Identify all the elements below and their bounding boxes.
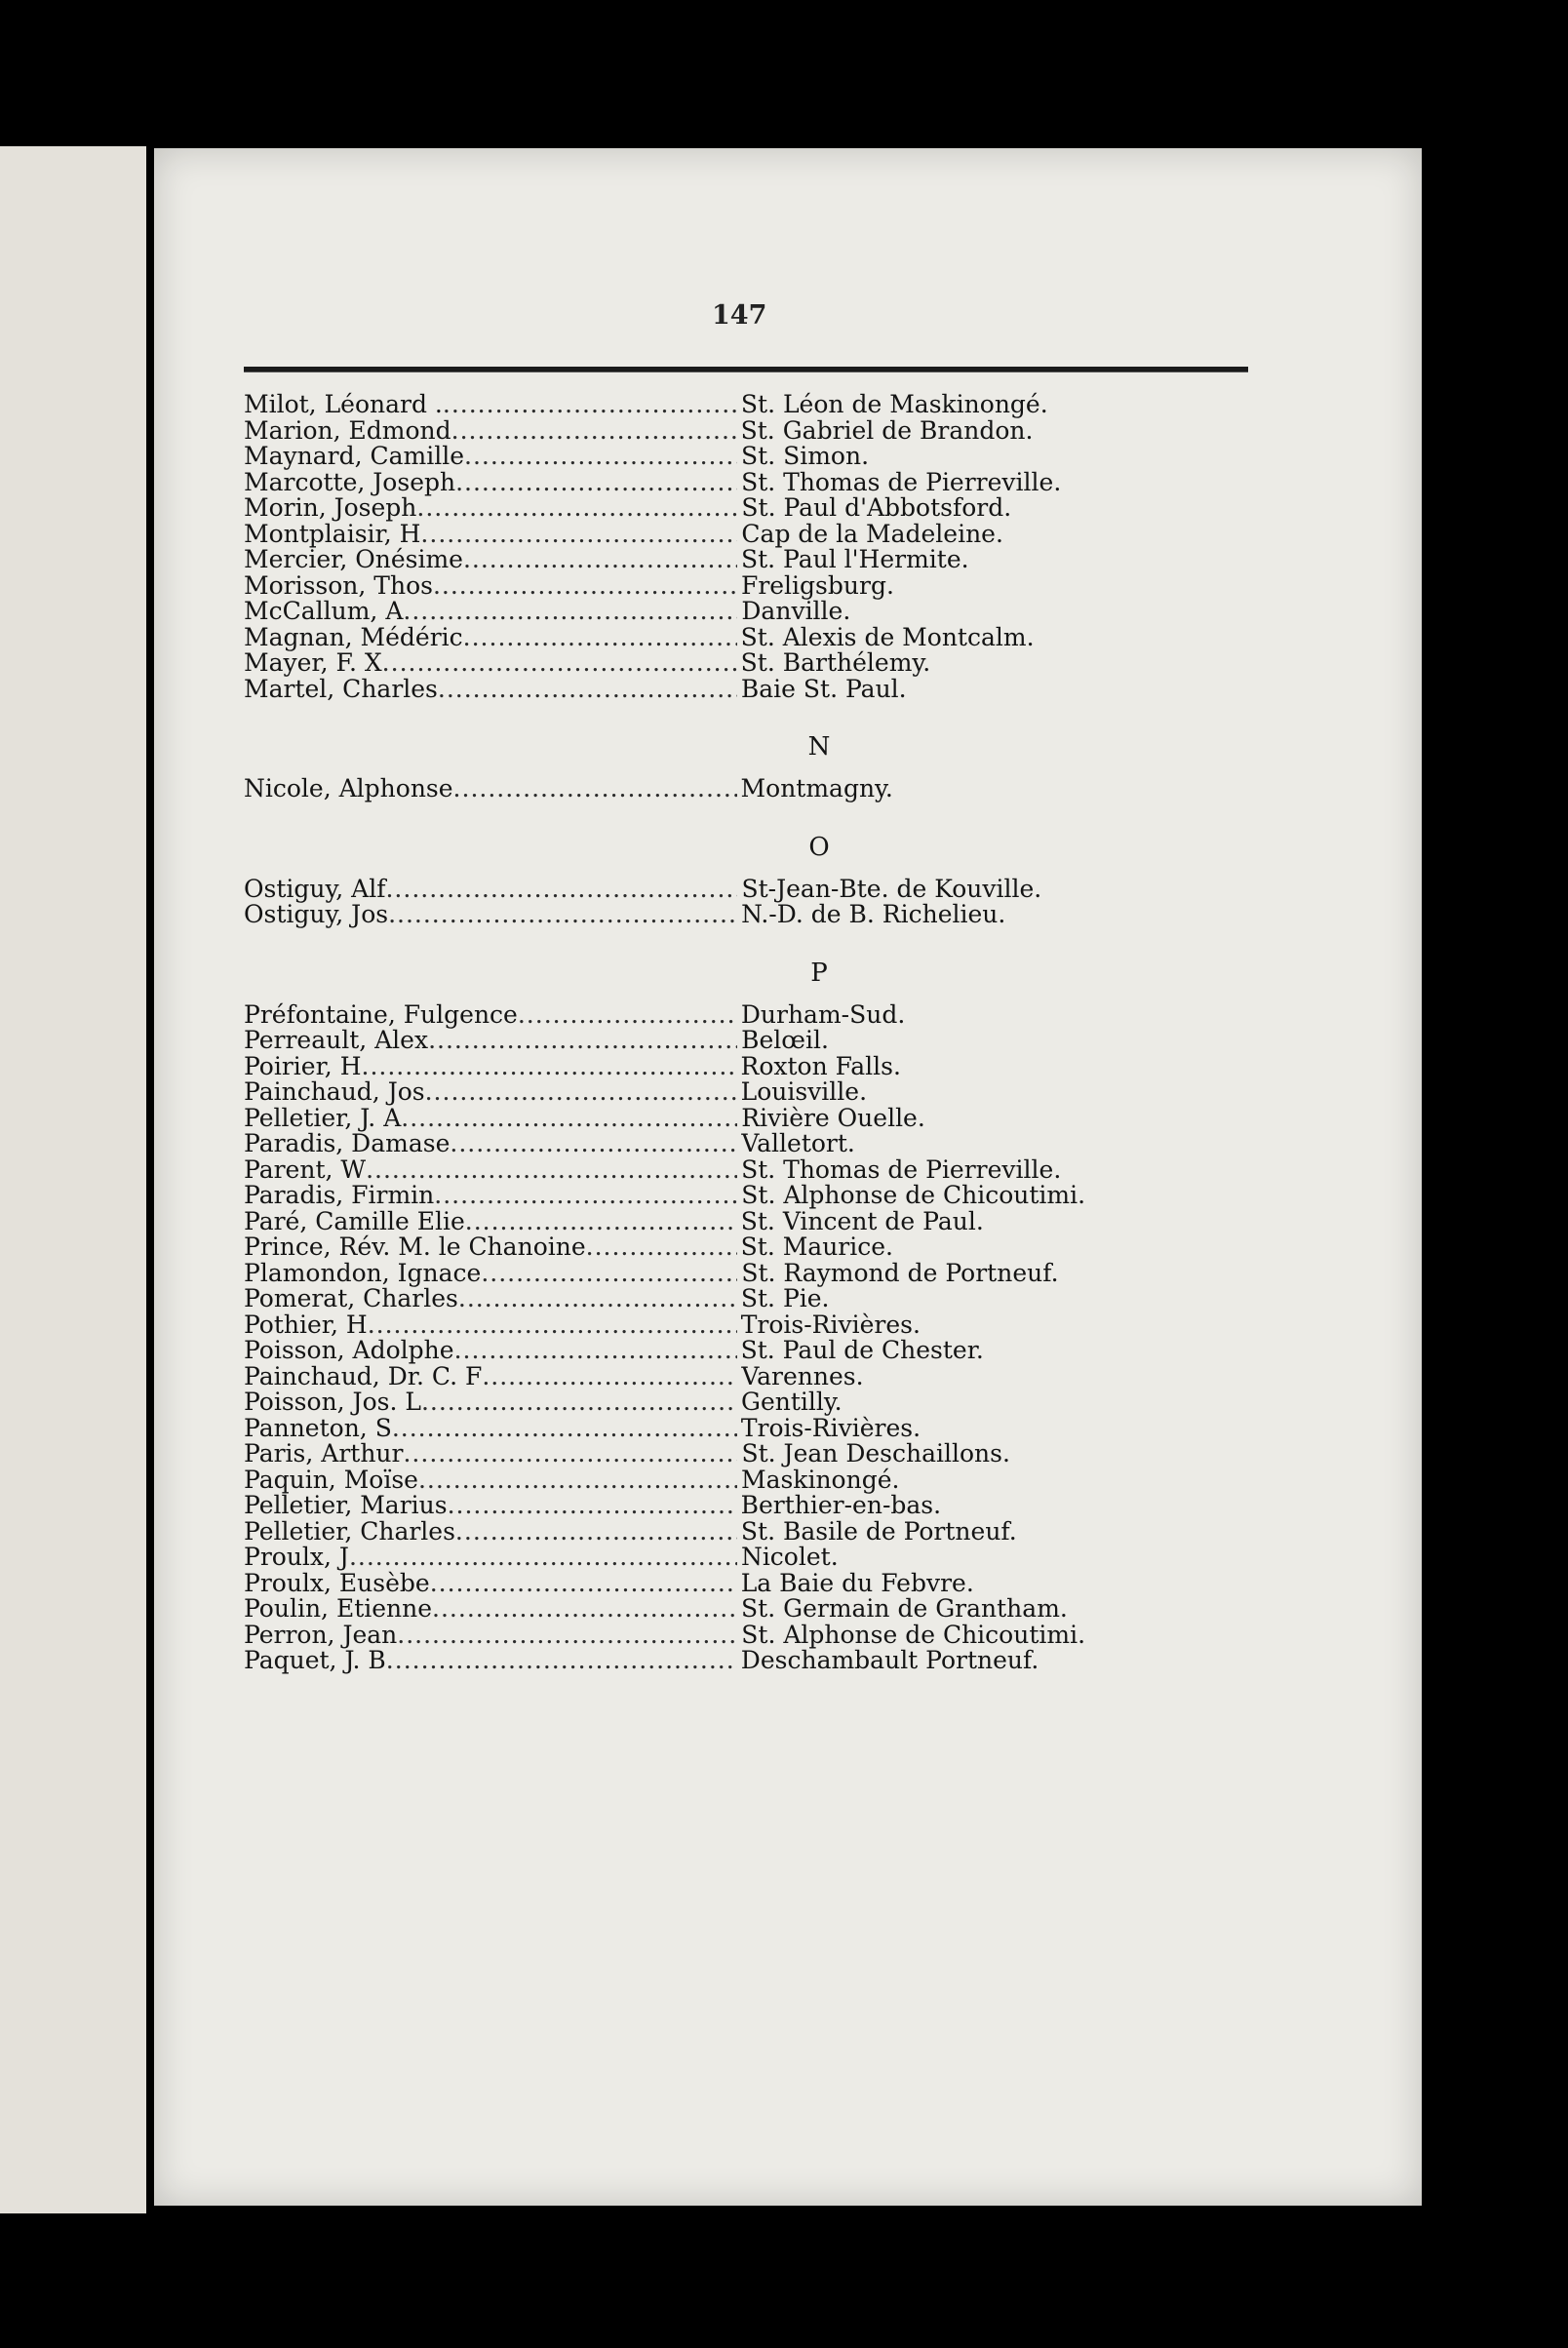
- entry-name: Marion, Edmond: [244, 415, 451, 445]
- entry-place: Danville.: [741, 597, 851, 625]
- entry-place: Berthier-en-bas.: [740, 1491, 942, 1519]
- leader-dots: [401, 1106, 737, 1132]
- leader-dots: [421, 1389, 737, 1416]
- entry-place: Durham-Sud.: [740, 999, 906, 1029]
- entry-place: Louisville.: [740, 1077, 868, 1106]
- directory-entry: [244, 1286, 1219, 1312]
- entry-place: Freligsburg.: [740, 570, 894, 600]
- entry-place: Roxton Falls.: [740, 1051, 901, 1080]
- directory-entry: [244, 1465, 1219, 1494]
- directory-entry: [244, 999, 1219, 1029]
- entry-place: Baie St. Paul.: [740, 674, 907, 703]
- entry-place: Deschambault Portneuf.: [740, 1646, 1039, 1674]
- entry-name: Perreault, Alex: [244, 1026, 429, 1054]
- entry-name: Nicole, Alphonse: [244, 774, 453, 802]
- leader-dots: [388, 902, 737, 928]
- directory-entry: [244, 1079, 1219, 1106]
- entry-name: Proulx, Eusèbe: [244, 1568, 430, 1597]
- entry-name: Poirier, H: [244, 1051, 362, 1080]
- directory-entry: [244, 1620, 1219, 1649]
- entry-name: Painchaud, Dr. C. F: [244, 1361, 483, 1390]
- entry-name: Mayer, F. X: [244, 648, 382, 677]
- leader-dots: [403, 599, 737, 625]
- directory-entry: [244, 1051, 1219, 1080]
- directory-entry: [244, 495, 1219, 522]
- leader-dots: [450, 1131, 737, 1157]
- entry-name: Poulin, Etienne: [244, 1594, 433, 1623]
- entry-name: Prince, Rév. M. le Chanoine: [244, 1233, 586, 1261]
- entry-name: Perron, Jean: [244, 1620, 398, 1649]
- directory-entry: [244, 1545, 1219, 1571]
- entry-name: Paris, Arthur: [244, 1439, 404, 1468]
- leader-dots: [465, 1209, 737, 1235]
- directory-entry: [244, 1312, 1219, 1339]
- entry-place: Montmagny.: [740, 774, 893, 802]
- entry-name: Paquet, J. B: [244, 1646, 386, 1674]
- leader-dots: [382, 650, 737, 677]
- directory-list: [244, 392, 1219, 1674]
- leader-dots: [448, 1493, 737, 1519]
- entry-place: St. Raymond de Portneuf.: [741, 1258, 1059, 1287]
- entry-name: Préfontaine, Fulgence: [244, 999, 518, 1029]
- entry-place: St. Alphonse de Chicoutimi.: [741, 1181, 1086, 1209]
- entry-name: Milot, Léonard .: [244, 390, 443, 418]
- directory-entry: [244, 1568, 1219, 1597]
- directory-entry: [244, 1361, 1219, 1390]
- entry-place: St. Paul de Chester.: [740, 1336, 984, 1364]
- entry-place: St. Vincent de Paul.: [740, 1206, 984, 1235]
- entry-place: Gentilly.: [740, 1388, 843, 1416]
- entry-name: Pothier, H: [244, 1310, 368, 1339]
- entry-name: Magnan, Médéric: [244, 622, 463, 651]
- header-rule: [244, 367, 1248, 372]
- directory-entry: [244, 1131, 1219, 1157]
- directory-entry: [244, 622, 1219, 651]
- entry-name: Martel, Charles: [244, 674, 438, 703]
- directory-entry: [244, 1516, 1219, 1546]
- leader-dots: [366, 1157, 737, 1184]
- entry-place: Nicolet.: [740, 1543, 839, 1571]
- leader-dots: [464, 444, 737, 470]
- directory-entry: [244, 776, 1219, 802]
- entry-place: N.-D. de B. Richelieu.: [741, 900, 1006, 928]
- leader-dots: [434, 1183, 737, 1209]
- entry-place: St. Thomas de Pierreville.: [741, 1154, 1062, 1184]
- directory-entry: [244, 570, 1219, 600]
- directory-entry: [244, 1596, 1219, 1623]
- directory-entry: [244, 1338, 1219, 1364]
- leader-dots: [428, 1028, 737, 1054]
- leader-dots: [425, 1079, 737, 1106]
- section-gap: [244, 928, 1219, 944]
- leader-dots: [433, 573, 737, 600]
- directory-entry: [244, 519, 1219, 548]
- directory-entry: [244, 392, 1219, 418]
- leader-dots: [481, 1261, 737, 1287]
- adjacent-page-edge: [0, 146, 146, 2213]
- directory-entry: [244, 1258, 1219, 1287]
- leader-dots: [482, 1364, 737, 1390]
- leader-dots: [518, 1002, 737, 1029]
- leader-dots: [438, 677, 737, 703]
- directory-entry: [244, 444, 1219, 470]
- entry-name: Paradis, Firmin: [244, 1181, 435, 1209]
- section-gap: [244, 802, 1219, 818]
- directory-entry: [244, 1413, 1219, 1442]
- page-number: 147: [712, 300, 767, 331]
- section-gap: [244, 702, 1219, 718]
- document-page: [154, 148, 1422, 2206]
- entry-name: Paquin, Moïse: [244, 1465, 418, 1494]
- entry-name: Pelletier, Charles: [244, 1516, 455, 1546]
- leader-dots: [416, 495, 737, 522]
- directory-entry: [244, 1154, 1219, 1184]
- entry-name: Panneton, S: [244, 1413, 392, 1442]
- leader-dots: [403, 1441, 737, 1468]
- directory-entry: [244, 1103, 1219, 1132]
- entry-place: St. Thomas de Pierreville.: [741, 467, 1062, 496]
- entry-place: St. Jean Deschaillons.: [741, 1439, 1010, 1468]
- leader-dots: [397, 1623, 737, 1649]
- entry-name: McCallum, A: [244, 597, 404, 625]
- entry-place: St. Alphonse de Chicoutimi.: [741, 1620, 1086, 1649]
- leader-dots: [432, 1596, 737, 1623]
- leader-dots: [455, 1519, 737, 1546]
- leader-dots: [458, 1286, 737, 1312]
- directory-entry: [244, 599, 1219, 625]
- entry-place: St. Barthélemy.: [740, 648, 931, 677]
- entry-place: Cap de la Madeleine.: [741, 519, 1003, 548]
- leader-dots: [392, 1416, 737, 1442]
- leader-dots: [454, 1338, 737, 1364]
- section-letter: P: [810, 958, 828, 988]
- leader-dots: [368, 1312, 737, 1339]
- entry-place: St. Léon de Maskinongé.: [740, 390, 1048, 418]
- entry-place: Valletort.: [741, 1129, 855, 1157]
- leader-dots: [362, 1054, 737, 1080]
- entry-name: Pelletier, Marius: [244, 1491, 448, 1519]
- leader-dots: [430, 1571, 737, 1597]
- entry-place: Rivière Ouelle.: [741, 1103, 925, 1132]
- directory-entry: [244, 467, 1219, 496]
- leader-dots: [386, 1648, 737, 1674]
- directory-entry: [244, 1183, 1219, 1209]
- entry-place: Belœil.: [741, 1026, 829, 1054]
- entry-place: Maskinongé.: [740, 1465, 900, 1494]
- entry-place: St. Pie.: [740, 1284, 830, 1312]
- leader-dots: [385, 877, 737, 903]
- leader-dots: [453, 776, 737, 802]
- leader-dots: [463, 547, 737, 573]
- leader-dots: [451, 418, 737, 445]
- entry-place: St. Germain de Grantham.: [741, 1594, 1068, 1623]
- directory-entry: [244, 902, 1219, 928]
- entry-name: Plamondon, Ignace: [244, 1258, 482, 1287]
- directory-entry: [244, 874, 1219, 903]
- entry-place: St. Paul d'Abbotsford.: [741, 493, 1012, 522]
- entry-place: St. Maurice.: [740, 1233, 894, 1261]
- directory-entry: [244, 1028, 1219, 1054]
- directory-entry: [244, 1234, 1219, 1261]
- leader-dots: [463, 625, 737, 651]
- directory-entry: [244, 650, 1219, 677]
- entry-place: St. Alexis de Montcalm.: [740, 622, 1035, 651]
- entry-place: St. Simon.: [741, 442, 870, 470]
- entry-name: Painchaud, Jos: [244, 1077, 425, 1106]
- directory-entry: [244, 674, 1219, 703]
- entry-name: Pomerat, Charles: [244, 1284, 458, 1312]
- entry-name: Marcotte, Joseph: [244, 467, 456, 496]
- entry-place: St. Gabriel de Brandon.: [740, 415, 1034, 445]
- entry-name: Morisson, Thos: [244, 570, 433, 600]
- leader-dots: [349, 1545, 737, 1571]
- directory-entry: [244, 1441, 1219, 1468]
- entry-name: Maynard, Camille: [244, 442, 465, 470]
- entry-place: St. Paul l'Hermite.: [740, 545, 969, 573]
- entry-place: Trois-Rivières.: [740, 1413, 921, 1442]
- entry-name: Poisson, Adolphe: [244, 1336, 454, 1364]
- entry-name: Pelletier, J. A: [244, 1103, 402, 1132]
- entry-name: Ostiguy, Jos: [244, 900, 389, 928]
- entry-name: Parent, W: [244, 1154, 367, 1184]
- entry-place: Varennes.: [741, 1361, 864, 1390]
- directory-entry: [244, 1389, 1219, 1416]
- leader-dots: [420, 522, 737, 548]
- leader-dots: [455, 470, 737, 496]
- directory-entry: [244, 1493, 1219, 1519]
- directory-entry: [244, 1648, 1219, 1674]
- directory-entry: [244, 547, 1219, 573]
- entry-place: Trois-Rivières.: [740, 1310, 921, 1339]
- entry-place: St. Basile de Portneuf.: [740, 1516, 1017, 1546]
- entry-name: Paré, Camille Elie: [244, 1206, 465, 1235]
- entry-place: St-Jean-Bte. de Kouville.: [741, 874, 1042, 903]
- entry-name: Mercier, Onésime: [244, 545, 463, 573]
- entry-name: Ostiguy, Alf: [244, 874, 386, 903]
- leader-dots: [443, 392, 737, 418]
- directory-entry: [244, 415, 1219, 445]
- leader-dots: [418, 1468, 737, 1494]
- entry-name: Poisson, Jos. L: [244, 1388, 421, 1416]
- entry-name: Morin, Joseph: [244, 493, 417, 522]
- directory-entry: [244, 1206, 1219, 1235]
- entry-name: Paradis, Damase: [244, 1129, 451, 1157]
- entry-name: Proulx, J: [244, 1543, 349, 1571]
- leader-dots: [586, 1234, 737, 1261]
- section-letter: N: [807, 732, 831, 762]
- entry-place: La Baie du Febvre.: [740, 1568, 974, 1597]
- entry-name: Montplaisir, H: [244, 519, 421, 548]
- section-letter: O: [808, 832, 830, 862]
